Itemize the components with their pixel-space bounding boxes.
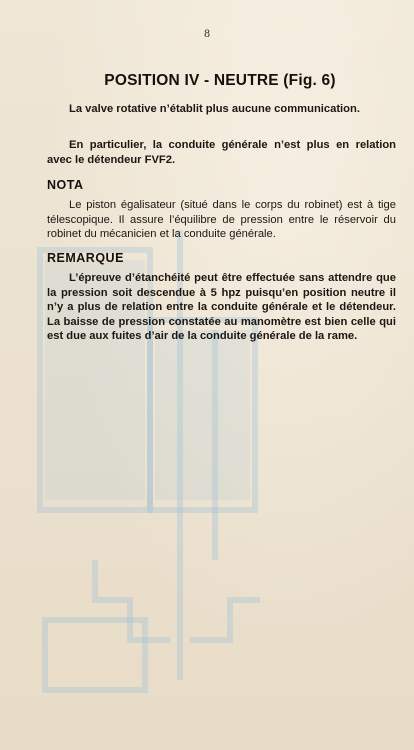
page-number: 8 [203,29,211,40]
paragraph-valve [47,102,396,117]
remarque-heading: REMARQUE [47,251,124,265]
paragraph-nota [47,198,396,242]
paragraph-remarque-text: L’épreuve d’étanchéité peut être effectuée sans attendre que la pression soit descendue à 5 hpz puisqu’en position neutre il n’y a plus de relation entre la conduite générale et le détendeur. La baisse de pression constatée au manomètre est bien celle qui est due aux fuites d’air de la conduite générale de la rame. [47,272,396,342]
paragraph-valve-text: La valve rotative n’établit plus aucune communication. [69,103,360,115]
paragraph-remarque [47,271,396,344]
section-heading: POSITION IV - NEUTRE (Fig. 6) [104,72,336,89]
paragraph-nota-text: Le piston égalisateur (situé dans le corps du robinet) est à tige télescopique. Il assure l’équilibre de pression entre le réservoir du robinet du mécanicien et la conduite générale. [47,199,396,240]
nota-heading: NOTA [47,178,84,192]
paragraph-conduite-text: En particulier, la conduite générale n’est plus en relation avec le détendeur FVF2. [47,139,396,166]
paragraph-conduite [47,138,396,167]
